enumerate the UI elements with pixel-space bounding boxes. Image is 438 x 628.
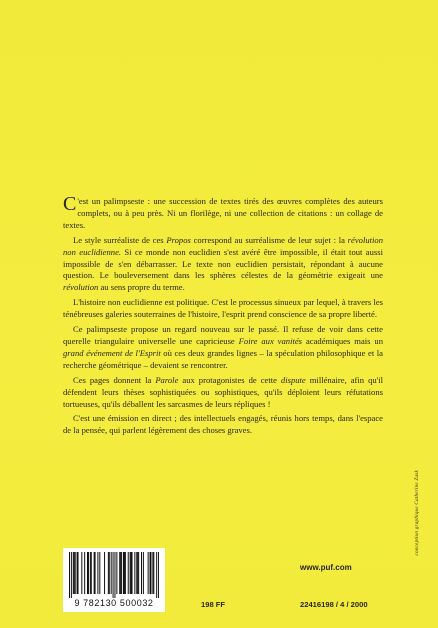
barcode-bar	[141, 552, 142, 594]
barcode-bar	[158, 552, 159, 598]
text-run: au sens propre du terme.	[98, 282, 185, 293]
isbn-barcode	[63, 548, 165, 612]
italic-text: Foire aux vanités	[238, 335, 303, 346]
italic-text: grand événement de l'Esprit	[63, 347, 161, 358]
barcode-bar	[132, 552, 133, 594]
blurb-paragraph	[63, 235, 383, 295]
italic-text: Parole	[155, 374, 179, 385]
text-run: C'est une émission en direct ; des intellectuels engagés, réunis hors temps, dans l'espace de la pensée, qui parlent légèrement des choses graves.	[63, 413, 383, 436]
italic-text: dispute	[280, 374, 306, 385]
barcode-bar	[143, 552, 144, 594]
text-run: 'est un palimpseste : une succession de textes tirés des œuvres complètes des auteurs complets, ou à peu près. Ni un florilège, ni une collection de citations : un collage de textes.	[63, 196, 383, 230]
barcode-bar	[74, 552, 75, 594]
barcode-bar	[123, 552, 124, 594]
barcode-bar	[120, 552, 121, 594]
text-run: Le style surréaliste de ces	[73, 234, 167, 245]
reference-number: 22416198 / 4 / 2000	[300, 600, 368, 609]
barcode-bar	[94, 552, 95, 594]
barcode-bar	[121, 552, 122, 594]
barcode-bar	[152, 552, 153, 594]
text-run: millénaire, afin qu'il défendent leurs thèses sophistiquées ou sophistiques, qu'ils déploient leurs réfutations tortueuses, qu'ils déballent les sarcasmes de leurs répliques !	[63, 374, 383, 409]
barcode-bar	[88, 552, 89, 594]
barcode-bar	[150, 552, 151, 594]
barcode-bar	[150, 552, 151, 594]
blurb-paragraph	[63, 413, 383, 437]
barcode-bar	[97, 552, 98, 594]
barcode-bar	[128, 552, 129, 594]
drop-cap: C	[63, 193, 77, 215]
barcode-bar	[119, 552, 120, 594]
barcode-bar	[91, 552, 92, 594]
barcode-number: 9 782130 500032	[74, 598, 154, 608]
barcode-bar	[108, 552, 109, 594]
italic-text: Propos	[166, 234, 191, 245]
barcode-bar	[109, 552, 110, 594]
barcode-bar	[75, 552, 76, 594]
text-run: correspond au surréalisme de leur sujet : la	[190, 234, 348, 245]
barcode-bar	[131, 552, 132, 594]
back-cover: C 'est un palimpseste : une succession de textes tirés des œuvres complètes des auteurs complets, ou à peu près. Ni un florilège, ni une collection de citations : un collage de textes. Le style surréaliste de ces Propos correspond au surréalisme de leur sujet : la révolution non euclidienne. Si ce monde non euclidien s'est avéré être impossible, il était tout aussi impossible de s'en débarrasser. Le texte non euclidien persistait, répondant à aucune question. Le bouleversement dans les sphères célestes de la géométrie exigeait une révolution au sens propre du terme. L'histoire non euclidienne est politique. C'est le processus sinueux par lequel, à travers les ténébreuses galeries souterraines de l'histoire, l'esprit prend conscience de sa propre liberté. Ce palimpseste propose un regard nouveau sur le passé. Il refuse de voir dans cette querelle triangulaire universelle une capricieuse Foire aux vanités académiques mais un grand événement de l'Esprit où ces deux grandes lignes – la spéculation philosophique et la recherche géométrique – devaient se rencontrer. Ces pages donnent la Parole aux protagonistes de cette dispute millénaire, afin qu'il défendent leurs thèses sophistiquées ou sophistiques, qu'ils déploient leurs réfutations tortueuses, qu'ils déballent les sarcasmes de leurs répliques ! C'est une émission en direct ; des intellectuels engagés, réunis hors temps, dans l'espace de la pensée, qui parlent légèrement des choses graves. conception graphique Catherine Zask www.puf.com 9 782130 500032 198 FF 22416198 / 4 / 2000	[0, 0, 438, 628]
barcode-bar	[90, 552, 91, 594]
barcode-bar	[125, 552, 126, 594]
text-run: Ce palimpseste propose un regard nouveau sur le passé. Il refuse de voir dans cette querelle triangulaire universelle une capricieuse	[63, 324, 383, 346]
text-run: Ces pages donnent la	[73, 374, 156, 385]
barcode-bar	[73, 552, 74, 594]
barcode-bar	[156, 552, 157, 598]
barcode-bar	[81, 552, 82, 594]
text-run: Si ce monde non euclidien s'est avéré être impossible, il était tout aussi impossible de s'en débarrasser. Le texte non euclidien persistait, répondant à aucune question. Le bouleversement dans les sphères célestes de la géométrie exigeait une	[63, 246, 383, 281]
blurb-paragraph	[63, 297, 383, 321]
barcode-bar	[71, 552, 72, 598]
text-run: académiques mais un	[302, 335, 384, 346]
barcode-bars	[69, 552, 159, 598]
barcode-bar	[137, 552, 138, 594]
barcode-bar	[84, 552, 85, 594]
barcode-bar	[136, 552, 137, 594]
barcode-bar	[114, 552, 115, 598]
blurb-paragraph	[63, 375, 383, 411]
barcode-bar	[69, 552, 70, 598]
barcode-bar	[104, 552, 105, 594]
price: 198 FF	[201, 600, 226, 609]
barcode-bar	[111, 552, 112, 594]
barcode-bar	[138, 552, 139, 594]
barcode-bar	[148, 552, 149, 594]
barcode-bar	[113, 552, 114, 598]
barcode-bar	[78, 552, 79, 594]
barcode-bar	[77, 552, 78, 594]
barcode-bar	[87, 552, 88, 594]
blurb-paragraph	[63, 193, 383, 232]
text-run: L'histoire non euclidienne est politique. C'est le processus sinueux par lequel, à travers les ténébreuses galeries souterraines de l'histoire, l'esprit prend conscience de sa propre liberté.	[63, 297, 383, 320]
text-run: où ces deux grandes lignes – la spéculation philosophique et la recherche géométrique – devaient se rencontrer.	[63, 347, 383, 370]
barcode-bar	[124, 552, 125, 594]
italic-text: révolution non euclidienne.	[63, 234, 383, 257]
blurb-paragraph	[63, 324, 383, 372]
barcode-bar	[99, 552, 100, 594]
barcode-bar	[153, 552, 154, 594]
barcode-bar	[134, 552, 135, 594]
text-run: aux protagonistes de cette	[178, 374, 281, 385]
blurb-text	[63, 193, 384, 440]
barcode-bar	[116, 552, 117, 594]
publisher-url[interactable]: www.puf.com	[300, 563, 352, 572]
barcode-bar	[95, 552, 96, 594]
barcode-bar	[130, 552, 131, 594]
italic-text: révolution	[63, 282, 99, 293]
